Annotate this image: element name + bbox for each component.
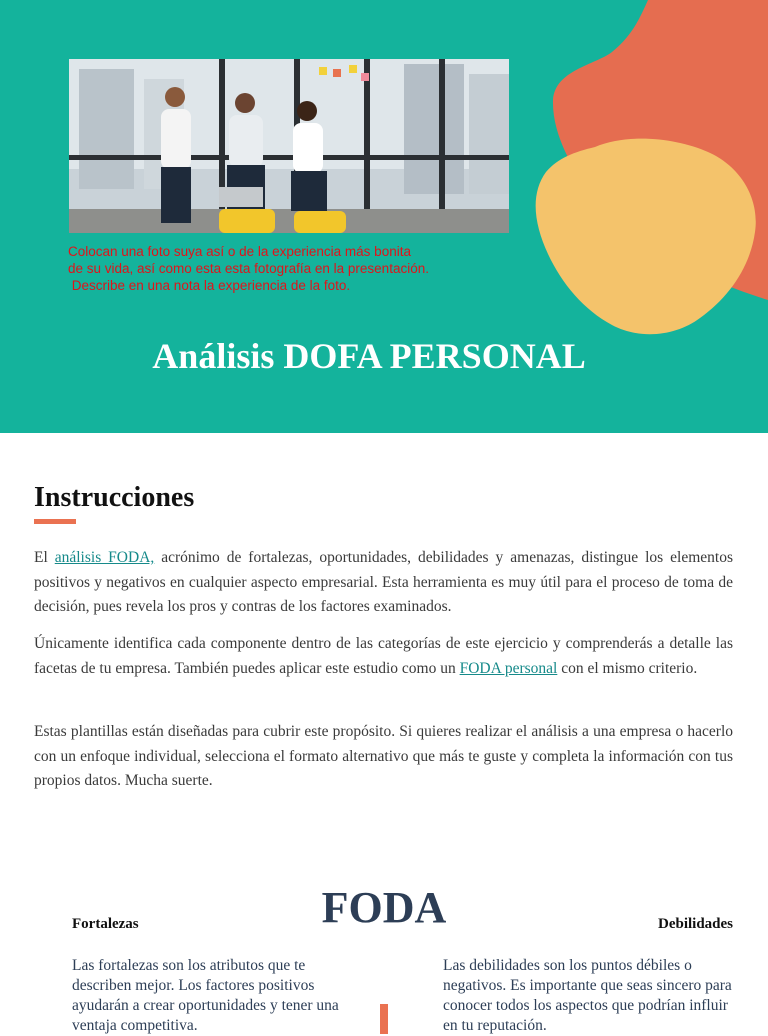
title-accent-bar bbox=[34, 519, 76, 524]
caption-line-2: de su vida, así como esta esta fotografía en la presentación. bbox=[68, 261, 429, 276]
fortalezas-text: Las fortalezas son los atributos que te describen mejor. Los factores positivos ayudarán a crear oportunidades y tener una ventaja competitiva. bbox=[72, 957, 339, 1034]
fortalezas-heading: Fortalezas bbox=[72, 916, 139, 932]
caption-line-3: Describe en una nota la experiencia de la foto. bbox=[68, 278, 351, 293]
p2-text-post: con el mismo criterio. bbox=[557, 659, 698, 677]
p1-text-pre: El bbox=[34, 549, 55, 566]
center-accent-bar bbox=[380, 1004, 388, 1034]
instructions-paragraph-2 bbox=[34, 632, 737, 681]
photo-caption bbox=[68, 243, 488, 294]
caption-line-1: Colocan una foto suya así o de la experiencia más bonita bbox=[68, 244, 411, 259]
foda-title: FODA bbox=[321, 883, 447, 932]
p1-text-post: acrónimo de fortalezas, oportunidades, debilidades y amenazas, distingue los elementos positivos y negativos en cualquier aspecto empresarial. Esta herramienta es muy útil para el proceso de toma de decisión, pues revela los pros y contras de los factores examinados. bbox=[34, 549, 737, 615]
instructions-paragraph-3: Estas plantillas están diseñadas para cubrir este propósito. Si quieres realizar el análisis a una empresa o hacerlo con un enfoque individual, selecciona el formato alternativo que más te guste y completa la información con tus propios datos. Mucha suerte. bbox=[34, 723, 733, 789]
instructions-paragraph-1 bbox=[34, 546, 737, 620]
office-team-photo bbox=[69, 59, 509, 233]
p2-text-pre: Únicamente identifica cada componente dentro de las categorías de este ejercicio y comprenderás a detalle las facetas de tu empresa. También puedes aplicar este estudio como un bbox=[34, 635, 737, 677]
debilidades-heading: Debilidades bbox=[657, 916, 733, 932]
debilidades-text: Las debilidades son los puntos débiles o negativos. Es importante que seas sincero para conocer todos los aspectos que podrían influir en tu reputación. bbox=[443, 957, 732, 1034]
analisis-foda-link[interactable]: análisis FODA, bbox=[54, 549, 155, 566]
foda-personal-link[interactable]: FODA personal bbox=[459, 659, 558, 677]
page-title: Análisis DOFA PERSONAL bbox=[152, 336, 586, 376]
yellow-blob bbox=[536, 139, 756, 335]
instructions-title: Instrucciones bbox=[34, 482, 195, 513]
hero-banner bbox=[0, 0, 768, 433]
